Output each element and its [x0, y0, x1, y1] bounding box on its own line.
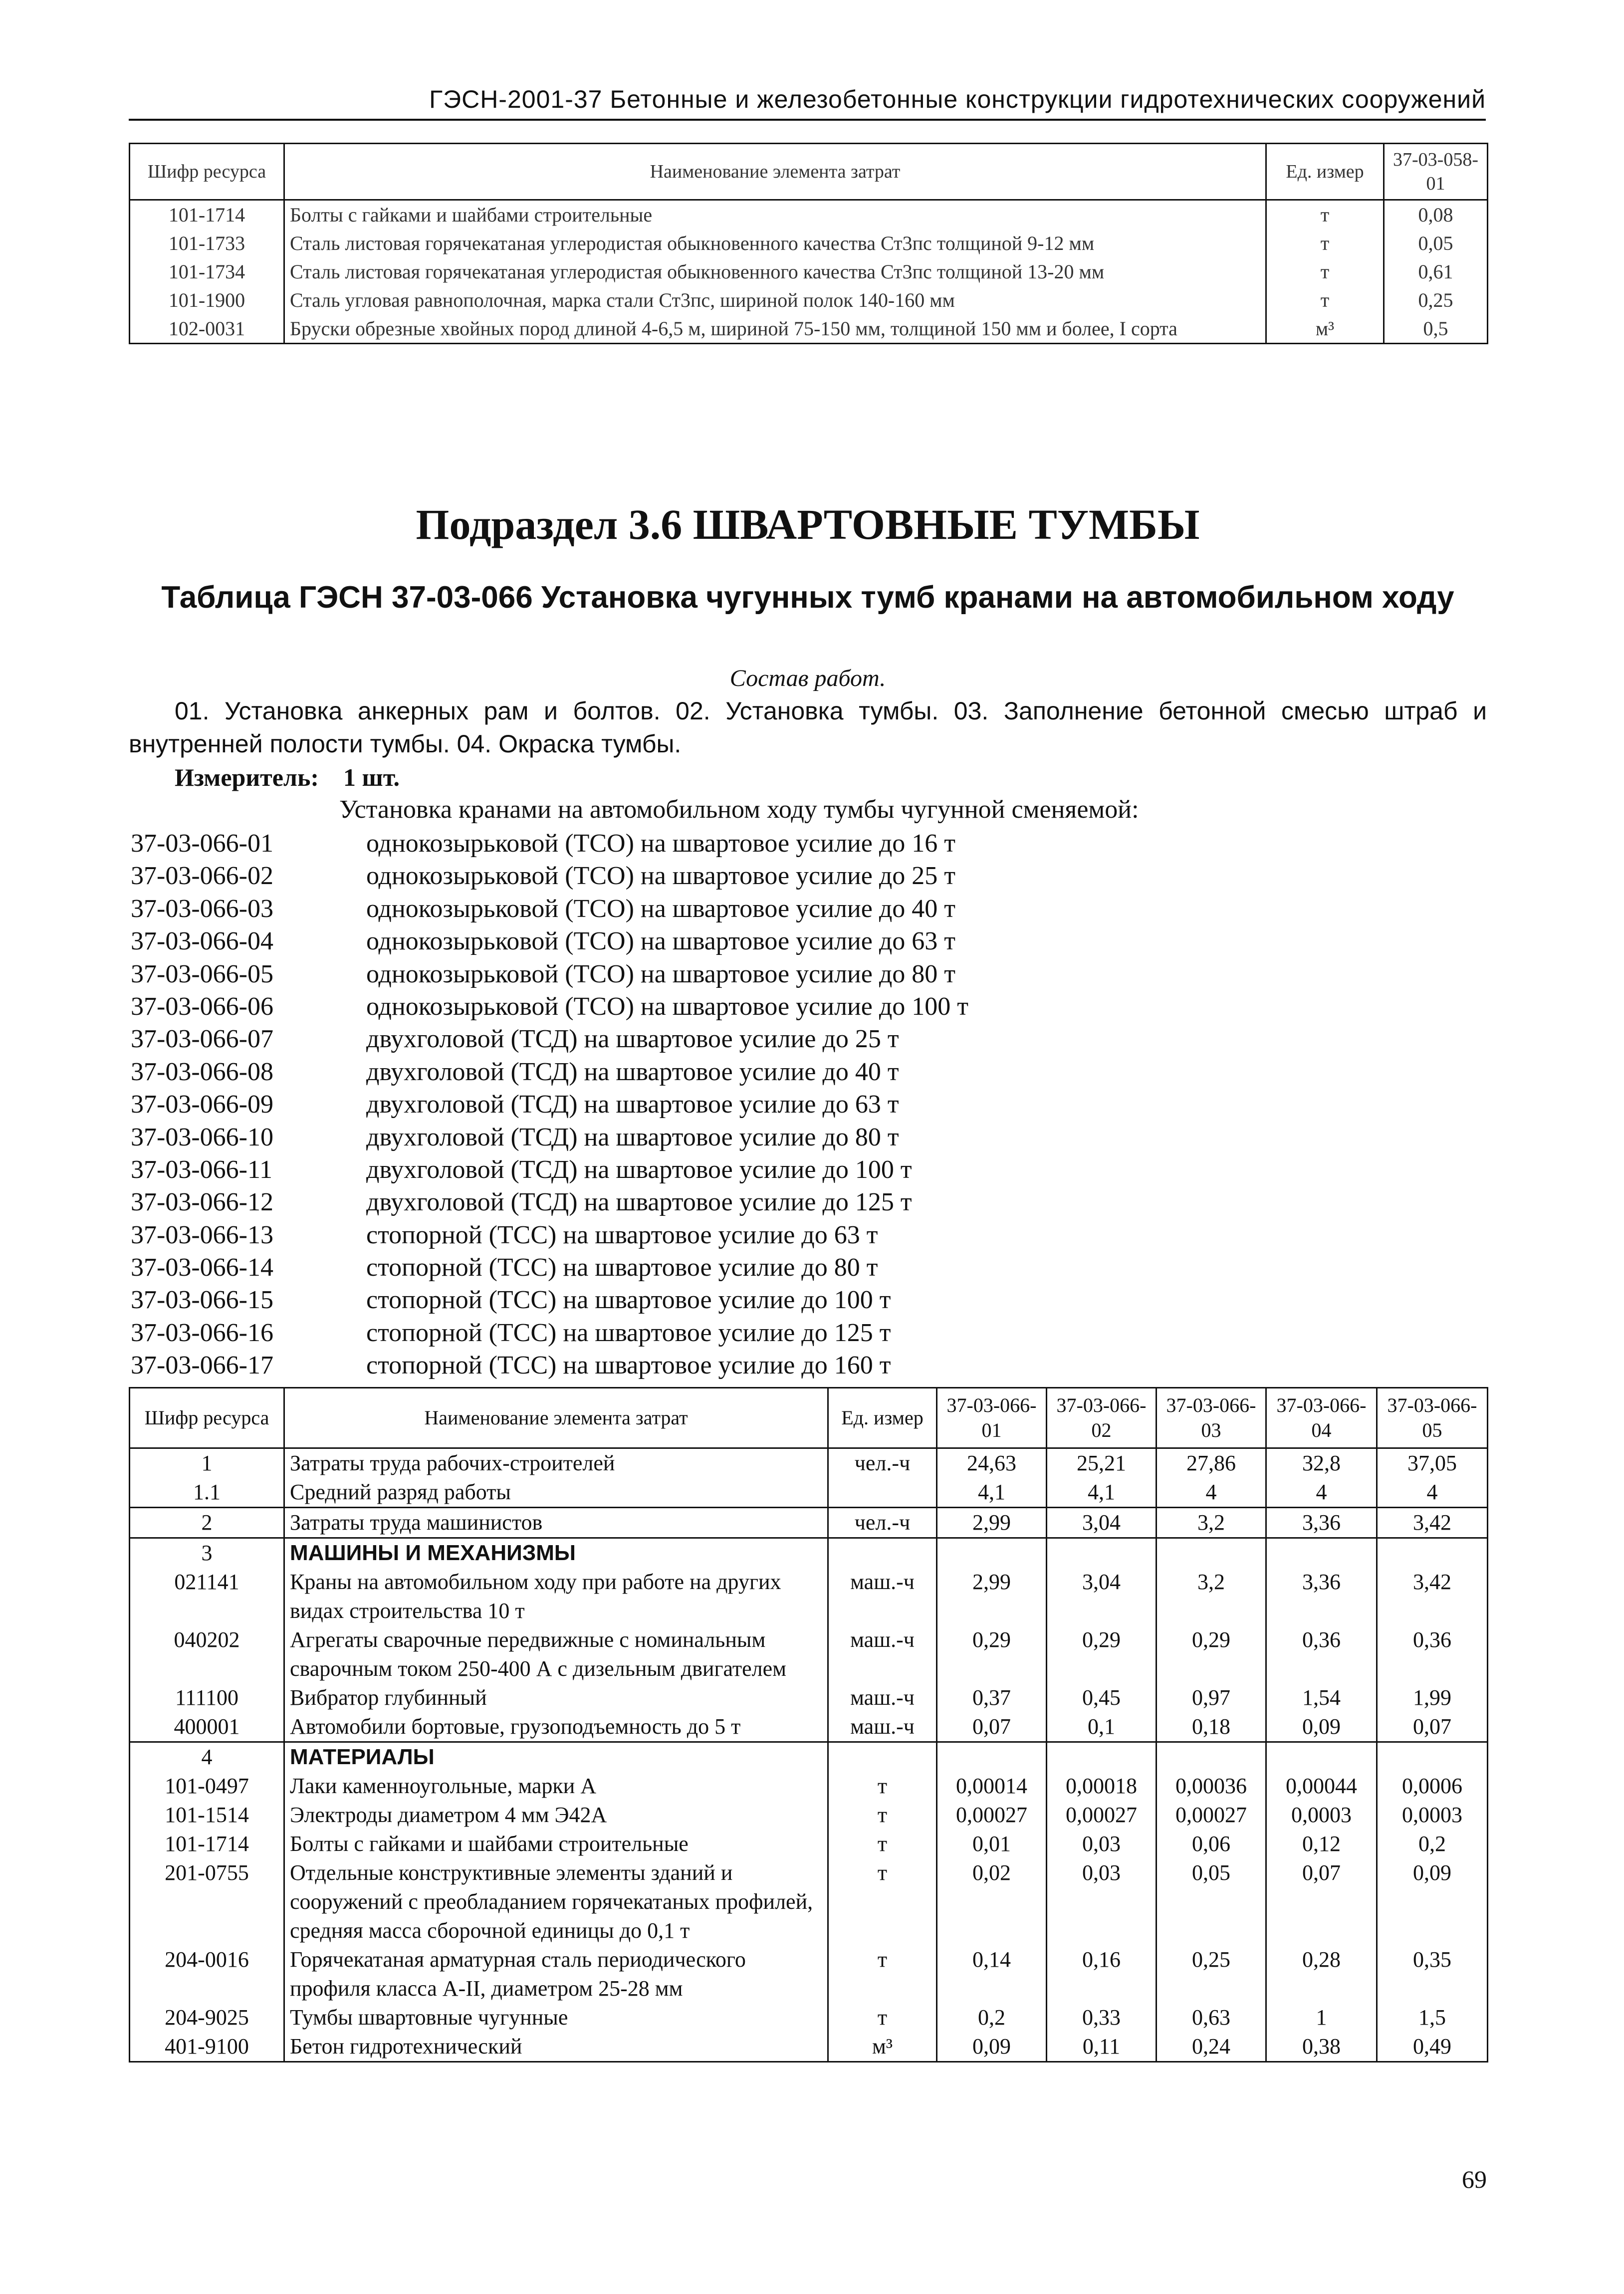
norm-code: 37-03-066-04 — [131, 927, 273, 956]
norm-value: 4 — [1266, 1478, 1377, 1508]
resource-unit: маш.-ч — [828, 1625, 937, 1683]
norm-value: 0,16 — [1047, 1945, 1157, 2003]
norm-value: 0,37 — [937, 1683, 1047, 1712]
header-name: Наименование элемента затрат — [284, 1388, 828, 1448]
norm-code: 37-03-066-16 — [131, 1318, 273, 1347]
resource-unit: т — [828, 1801, 937, 1830]
code-list — [131, 827, 1129, 1382]
resource-name: МАТЕРИАЛЫ — [284, 1742, 828, 1772]
resource-name: Отдельные конструктивные элементы зданий и сооружений с преобладанием горячекатаных профилей, средняя масса сборочной единицы до 0,1 т — [284, 1858, 828, 1945]
norm-value: 0,0003 — [1266, 1801, 1377, 1830]
header-norm-04: 37-03-066-04 — [1266, 1388, 1377, 1448]
section-title: Подраздел 3.6 ШВАРТОВНЫЕ ТУМБЫ — [416, 500, 1200, 548]
resource-code: 400001 — [130, 1712, 284, 1742]
resource-unit: чел.-ч — [828, 1508, 937, 1538]
norm-code: 37-03-066-13 — [131, 1220, 273, 1249]
resource-unit — [828, 1538, 937, 1568]
norm-value: 3,04 — [1047, 1568, 1157, 1625]
norm-value: 0,09 — [1266, 1712, 1377, 1742]
header-norm-03: 37-03-066-03 — [1157, 1388, 1266, 1448]
norm-value: 1 — [1266, 2003, 1377, 2032]
table-row — [130, 1801, 1488, 1830]
table-row — [130, 1625, 1488, 1683]
norm-value: 0,33 — [1047, 2003, 1157, 2032]
header-norm-02: 37-03-066-02 — [1047, 1388, 1157, 1448]
norm-code: 37-03-066-07 — [131, 1025, 273, 1054]
norm-description: стопорной (ТСС) на швартовое усилие до 160 т — [366, 1351, 891, 1380]
table-row — [130, 257, 1488, 286]
header-code: Шифр ресурса — [130, 144, 284, 200]
resource-code: 201-0755 — [130, 1858, 284, 1945]
resource-unit: маш.-ч — [828, 1683, 937, 1712]
norm-description: двухголовой (ТСД) на швартовое усилие до 125 т — [366, 1188, 912, 1217]
norm-value: 3,2 — [1157, 1508, 1266, 1538]
resource-unit — [828, 1742, 937, 1772]
resource-table — [129, 1387, 1488, 2063]
norm-value: 37,05 — [1377, 1448, 1488, 1478]
resource-name: Электроды диаметром 4 мм Э42А — [284, 1801, 828, 1830]
norm-value: 0,14 — [937, 1945, 1047, 2003]
norm-code: 37-03-066-14 — [131, 1253, 273, 1282]
resource-code: 1.1 — [130, 1478, 284, 1508]
resource-value: 0,61 — [1384, 257, 1488, 286]
norm-value: 0,2 — [1377, 1830, 1488, 1858]
norm-value: 3,2 — [1157, 1568, 1266, 1625]
resource-name: МАШИНЫ И МЕХАНИЗМЫ — [284, 1538, 828, 1568]
header-norm-01: 37-03-066-01 — [937, 1388, 1047, 1448]
list-item — [131, 1186, 1129, 1218]
list-item — [131, 958, 1129, 990]
resource-unit: т — [1266, 200, 1384, 229]
norm-value: 0,09 — [1377, 1858, 1488, 1945]
norm-description: однокозырьковой (ТСО) на швартовое усилие до 100 т — [366, 992, 968, 1021]
resource-name: Сталь угловая равнополочная, марка стали Ст3пс, шириной полок 140-160 мм — [284, 286, 1266, 314]
list-item — [131, 860, 1129, 892]
list-item — [131, 1317, 1129, 1349]
norm-description: однокозырьковой (ТСО) на швартовое усилие до 80 т — [366, 959, 955, 988]
table-row — [130, 1448, 1488, 1478]
resource-code: 3 — [130, 1538, 284, 1568]
norm-value: 4,1 — [1047, 1478, 1157, 1508]
norm-value: 0,28 — [1266, 1945, 1377, 2003]
list-item — [131, 1349, 1129, 1381]
list-item — [131, 1284, 1129, 1316]
table-row — [130, 286, 1488, 314]
resource-name: Горячекатаная арматурная сталь периодического профиля класса А-II, диаметром 25-28 мм — [284, 1945, 828, 2003]
resource-code: 2 — [130, 1508, 284, 1538]
table-row — [130, 2003, 1488, 2032]
list-item — [131, 1121, 1129, 1153]
resource-name: Затраты труда рабочих-строителей — [284, 1448, 828, 1478]
norm-value: 0,00044 — [1266, 1772, 1377, 1801]
norm-value: 3,36 — [1266, 1568, 1377, 1625]
resource-unit — [828, 1478, 937, 1508]
resource-code: 401-9100 — [130, 2032, 284, 2062]
resource-value: 0,08 — [1384, 200, 1488, 229]
table-row — [130, 1712, 1488, 1742]
resource-code: 101-1733 — [130, 229, 284, 257]
norm-value: 2,99 — [937, 1508, 1047, 1538]
norm-value: 0,05 — [1157, 1858, 1266, 1945]
list-item — [131, 1088, 1129, 1121]
resource-unit: т — [828, 1858, 937, 1945]
norm-description: двухголовой (ТСД) на швартовое усилие до 100 т — [366, 1155, 912, 1184]
resource-name: Затраты труда машинистов — [284, 1508, 828, 1538]
resource-name: Краны на автомобильном ходу при работе на других видах строительства 10 т — [284, 1568, 828, 1625]
norm-value: 0,38 — [1266, 2032, 1377, 2062]
norm-description: стопорной (ТСС) на швартовое усилие до 63 т — [366, 1220, 878, 1249]
resource-value: 0,5 — [1384, 314, 1488, 344]
work-composition-text: 01. Установка анкерных рам и болтов. 02. Установка тумбы. 03. Заполнение бетонной смесью штраб и внутренней полости тумбы. 04. Окраска тумбы. — [129, 697, 1487, 758]
norm-value: 0,29 — [1157, 1625, 1266, 1683]
norm-value: 0,29 — [937, 1625, 1047, 1683]
norm-code: 37-03-066-15 — [131, 1286, 273, 1315]
resource-unit: маш.-ч — [828, 1712, 937, 1742]
norm-value: 0,00027 — [1157, 1801, 1266, 1830]
norm-value: 0,49 — [1377, 2032, 1488, 2062]
norm-value — [1377, 1538, 1488, 1568]
norm-value: 2,99 — [937, 1568, 1047, 1625]
norm-code: 37-03-066-11 — [131, 1155, 273, 1184]
norm-value — [1047, 1538, 1157, 1568]
list-item — [131, 925, 1129, 957]
norm-code: 37-03-066-09 — [131, 1090, 273, 1119]
norm-value: 0,00018 — [1047, 1772, 1157, 1801]
table-row — [130, 1945, 1488, 2003]
resource-code: 4 — [130, 1742, 284, 1772]
resource-unit: т — [828, 1772, 937, 1801]
norm-value — [1266, 1538, 1377, 1568]
list-item — [131, 990, 1129, 1023]
resource-code: 204-9025 — [130, 2003, 284, 2032]
norm-value: 1,54 — [1266, 1683, 1377, 1712]
resource-name: Сталь листовая горячекатаная углеродистая обыкновенного качества Ст3пс толщиной 13-20 мм — [284, 257, 1266, 286]
resource-code: 101-1714 — [130, 200, 284, 229]
norm-code: 37-03-066-01 — [131, 829, 273, 858]
table-row — [130, 1772, 1488, 1801]
norm-value: 3,42 — [1377, 1508, 1488, 1538]
top-resource-table — [129, 143, 1488, 344]
norm-description: стопорной (ТСС) на швартовое усилие до 100 т — [366, 1286, 891, 1315]
norm-value: 32,8 — [1266, 1448, 1377, 1478]
measure-line — [175, 761, 400, 793]
norm-value: 0,12 — [1266, 1830, 1377, 1858]
norm-value: 1,5 — [1377, 2003, 1488, 2032]
norm-code: 37-03-066-12 — [131, 1188, 273, 1217]
resource-code: 101-1900 — [130, 286, 284, 314]
norm-value: 0,00014 — [937, 1772, 1047, 1801]
norm-value: 0,36 — [1266, 1625, 1377, 1683]
norm-value: 0,00027 — [937, 1801, 1047, 1830]
header-norm-05: 37-03-066-05 — [1377, 1388, 1488, 1448]
list-item — [131, 1251, 1129, 1284]
norm-value — [937, 1538, 1047, 1568]
norm-code: 37-03-066-05 — [131, 959, 273, 988]
norm-value — [1157, 1538, 1266, 1568]
norm-description: двухголовой (ТСД) на швартовое усилие до 63 т — [366, 1090, 899, 1119]
table-row — [130, 1742, 1488, 1772]
resource-unit: т — [1266, 229, 1384, 257]
resource-name: Автомобили бортовые, грузоподъемность до 5 т — [284, 1712, 828, 1742]
norm-value: 0,01 — [937, 1830, 1047, 1858]
norm-value: 0,25 — [1157, 1945, 1266, 2003]
resource-value: 0,25 — [1384, 286, 1488, 314]
norm-description: однокозырьковой (ТСО) на швартовое усилие до 63 т — [366, 927, 955, 956]
table-row — [130, 1538, 1488, 1568]
table-header-row — [130, 144, 1488, 200]
header-unit: Ед. измер — [1266, 144, 1384, 200]
norm-value: 0,24 — [1157, 2032, 1266, 2062]
norm-value — [1266, 1742, 1377, 1772]
running-header: ГЭСН-2001-37 Бетонные и железобетонные конструкции гидротехнических сооружений — [429, 85, 1486, 113]
resource-name: Болты с гайками и шайбами строительные — [284, 200, 1266, 229]
resource-name: Болты с гайками и шайбами строительные — [284, 1830, 828, 1858]
table-header-row — [130, 1388, 1488, 1448]
norm-value: 0,36 — [1377, 1625, 1488, 1683]
table-row — [130, 1830, 1488, 1858]
norm-code: 37-03-066-17 — [131, 1351, 273, 1380]
resource-name: Тумбы швартовные чугунные — [284, 2003, 828, 2032]
norm-value: 3,04 — [1047, 1508, 1157, 1538]
norm-value: 27,86 — [1157, 1448, 1266, 1478]
resource-name: Вибратор глубинный — [284, 1683, 828, 1712]
resource-code: 204-0016 — [130, 1945, 284, 2003]
norm-value: 0,0003 — [1377, 1801, 1488, 1830]
table-row — [130, 229, 1488, 257]
norm-value: 0,07 — [1266, 1858, 1377, 1945]
norm-value: 0,0006 — [1377, 1772, 1488, 1801]
norm-code: 37-03-066-02 — [131, 862, 273, 891]
resource-code: 101-1734 — [130, 257, 284, 286]
norm-value: 1,99 — [1377, 1683, 1488, 1712]
norm-value: 4 — [1377, 1478, 1488, 1508]
norm-value — [1157, 1742, 1266, 1772]
table-row — [130, 1858, 1488, 1945]
resource-code: 101-0497 — [130, 1772, 284, 1801]
norm-description: стопорной (ТСС) на швартовое усилие до 125 т — [366, 1318, 891, 1347]
table-title: Таблица ГЭСН 37-03-066 Установка чугунных тумб кранами на автомобильном ходу — [161, 580, 1454, 615]
norm-description: однокозырьковой (ТСО) на швартовое усилие до 25 т — [366, 862, 955, 891]
norm-value: 0,07 — [1377, 1712, 1488, 1742]
norm-value: 0,63 — [1157, 2003, 1266, 2032]
header-name: Наименование элемента затрат — [284, 144, 1266, 200]
resource-code: 111100 — [130, 1683, 284, 1712]
norm-description: двухголовой (ТСД) на швартовое усилие до 25 т — [366, 1025, 899, 1054]
resource-unit: чел.-ч — [828, 1448, 937, 1478]
header-unit: Ед. измер — [828, 1388, 937, 1448]
list-item — [131, 893, 1129, 925]
norm-description: двухголовой (ТСД) на швартовое усилие до 40 т — [366, 1057, 899, 1086]
norm-value: 4,1 — [937, 1478, 1047, 1508]
norm-code: 37-03-066-03 — [131, 894, 273, 923]
resource-code: 1 — [130, 1448, 284, 1478]
resource-unit: т — [828, 1945, 937, 2003]
header-rule — [129, 119, 1486, 121]
norm-value: 0,00036 — [1157, 1772, 1266, 1801]
table-row — [130, 2032, 1488, 2062]
resource-unit: т — [1266, 286, 1384, 314]
norm-value — [937, 1742, 1047, 1772]
resource-name: Агрегаты сварочные передвижные с номинальным сварочным током 250-400 А с дизельным двигателем — [284, 1625, 828, 1683]
resource-code: 101-1514 — [130, 1801, 284, 1830]
header-norm: 37-03-058-01 — [1384, 144, 1488, 200]
norm-value: 0,09 — [937, 2032, 1047, 2062]
norm-value: 0,02 — [937, 1858, 1047, 1945]
list-item — [131, 1023, 1129, 1055]
resource-name: Средний разряд работы — [284, 1478, 828, 1508]
measure-label: Измеритель: — [175, 763, 319, 791]
resource-name: Сталь листовая горячекатаная углеродистая обыкновенного качества Ст3пс толщиной 9-12 мм — [284, 229, 1266, 257]
norm-value: 0,45 — [1047, 1683, 1157, 1712]
resource-unit: т — [828, 2003, 937, 2032]
resource-code: 101-1714 — [130, 1830, 284, 1858]
norm-value: 0,18 — [1157, 1712, 1266, 1742]
resource-unit: м³ — [828, 2032, 937, 2062]
resource-value: 0,05 — [1384, 229, 1488, 257]
resource-unit: маш.-ч — [828, 1568, 937, 1625]
table-row — [130, 1508, 1488, 1538]
norm-value: 0,1 — [1047, 1712, 1157, 1742]
list-item — [131, 827, 1129, 860]
norm-value: 0,07 — [937, 1712, 1047, 1742]
norm-value: 0,03 — [1047, 1830, 1157, 1858]
norm-value: 0,06 — [1157, 1830, 1266, 1858]
norm-code: 37-03-066-08 — [131, 1057, 273, 1086]
resource-unit: т — [1266, 257, 1384, 286]
norm-value: 0,35 — [1377, 1945, 1488, 2003]
table-row — [130, 1478, 1488, 1508]
norm-code: 37-03-066-10 — [131, 1123, 273, 1151]
norm-code: 37-03-066-06 — [131, 992, 273, 1021]
norm-value: 3,36 — [1266, 1508, 1377, 1538]
resource-code: 102-0031 — [130, 314, 284, 344]
resource-unit: т — [828, 1830, 937, 1858]
table-row — [130, 314, 1488, 344]
list-item — [131, 1153, 1129, 1186]
norm-value: 0,2 — [937, 2003, 1047, 2032]
measure-value: 1 шт. — [343, 763, 400, 791]
header-code: Шифр ресурса — [130, 1388, 284, 1448]
norm-value: 3,42 — [1377, 1568, 1488, 1625]
list-item — [131, 1219, 1129, 1251]
resource-name: Бетон гидротехнический — [284, 2032, 828, 2062]
resource-code: 040202 — [130, 1625, 284, 1683]
norm-value: 0,97 — [1157, 1683, 1266, 1712]
norm-value: 4 — [1157, 1478, 1266, 1508]
norm-description: однокозырьковой (ТСО) на швартовое усилие до 40 т — [366, 894, 955, 923]
norm-value: 25,21 — [1047, 1448, 1157, 1478]
resource-name: Бруски обрезные хвойных пород длиной 4-6,5 м, шириной 75-150 мм, толщиной 150 мм и более, I сорта — [284, 314, 1266, 344]
table-row — [130, 200, 1488, 229]
install-intro: Установка кранами на автомобильном ходу тумбы чугунной сменяемой: — [339, 795, 1139, 824]
norm-value — [1047, 1742, 1157, 1772]
table-row — [130, 1568, 1488, 1625]
table-row — [130, 1683, 1488, 1712]
norm-description: двухголовой (ТСД) на швартовое усилие до 80 т — [366, 1123, 899, 1151]
resource-name: Лаки каменноугольные, марки А — [284, 1772, 828, 1801]
norm-value: 24,63 — [937, 1448, 1047, 1478]
work-composition-heading: Состав работ. — [729, 665, 886, 691]
norm-description: стопорной (ТСС) на швартовое усилие до 80 т — [366, 1253, 878, 1282]
norm-value: 0,03 — [1047, 1858, 1157, 1945]
list-item — [131, 1056, 1129, 1088]
norm-value — [1377, 1742, 1488, 1772]
norm-description: однокозырьковой (ТСО) на швартовое усилие до 16 т — [366, 829, 955, 858]
resource-unit: м³ — [1266, 314, 1384, 344]
norm-value: 0,29 — [1047, 1625, 1157, 1683]
resource-code: 021141 — [130, 1568, 284, 1625]
page-number: 69 — [1462, 2165, 1487, 2193]
norm-value: 0,11 — [1047, 2032, 1157, 2062]
norm-value: 0,00027 — [1047, 1801, 1157, 1830]
